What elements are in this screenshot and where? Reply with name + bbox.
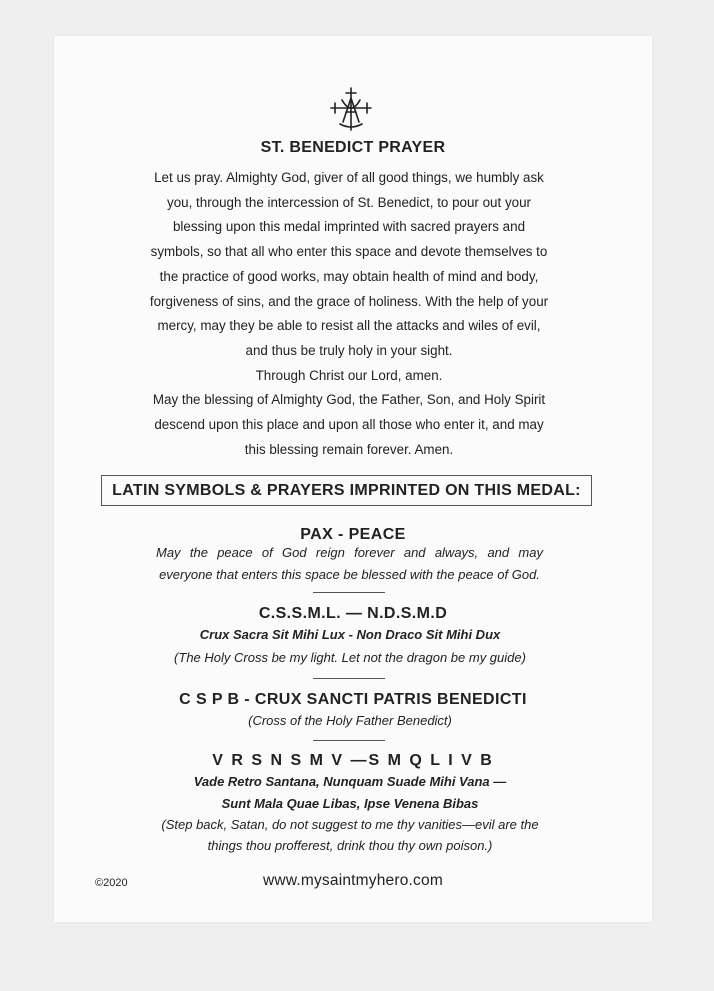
divider [313, 740, 385, 741]
latin-text: Vade Retro Santana, Nunquam Suade Mihi Vana — [193, 774, 507, 789]
divider [313, 592, 385, 593]
translation-text: (Step back, Satan, do not suggest to me thy vanities—evil are the things thou profferest, drink thou thy own poison.) [161, 817, 539, 853]
page-title: ST. BENEDICT PRAYER [260, 139, 446, 156]
section-heading: C.S.S.M.L. — N.D.S.M.D [258, 605, 448, 622]
latin-text: Crux Sacra Sit Mihi Lux - Non Draco Sit Mihi Dux [199, 627, 501, 642]
prayer-paragraph: Through Christ our Lord, amen. [255, 367, 443, 383]
divider [313, 678, 385, 679]
section-heading: PAX - PEACE [300, 526, 406, 543]
cross-monogram-icon [328, 86, 374, 132]
prayer-paragraph: May the blessing of Almighty God, the Father, Son, and Holy Spirit descend upon this place and upon all those who enter it, and may this blessing remain forever. Amen. [152, 392, 546, 457]
prayer-text [145, 166, 553, 462]
website-url: www.mysaintmyhero.com [263, 872, 443, 889]
translation-text: (The Holy Cross be my light. Let not the dragon be my guide) [174, 650, 526, 665]
section-text: May the peace of God reign forever and always, and may everyone that enters this space be blessed with the peace of God. [156, 545, 543, 582]
latin-text: Sunt Mala Quae Libas, Ipse Venena Bibas [221, 796, 479, 811]
section-heading-box: LATIN SYMBOLS & PRAYERS IMPRINTED ON THIS MEDAL: [101, 475, 592, 506]
section-heading: V R S N S M V —S M Q L I V B [212, 752, 494, 769]
translation-text: (Cross of the Holy Father Benedict) [248, 713, 452, 728]
section-heading: C S P B - CRUX SANCTI PATRIS BENEDICTI [179, 691, 527, 708]
copyright: ©2020 [95, 877, 128, 889]
prayer-paragraph: Let us pray. Almighty God, giver of all good things, we humbly ask you, through the intercession of St. Benedict, to pour out your blessing upon this medal imprinted with sacred prayers and symbols, so that all who enter this space and devote themselves to the practice of good works, may obtain health of mind and body, forgiveness of sins, and the grace of holiness. With the help of your mercy, may they be able to resist all the attacks and wiles of evil, and thus be truly holy in your sight. [149, 170, 549, 358]
